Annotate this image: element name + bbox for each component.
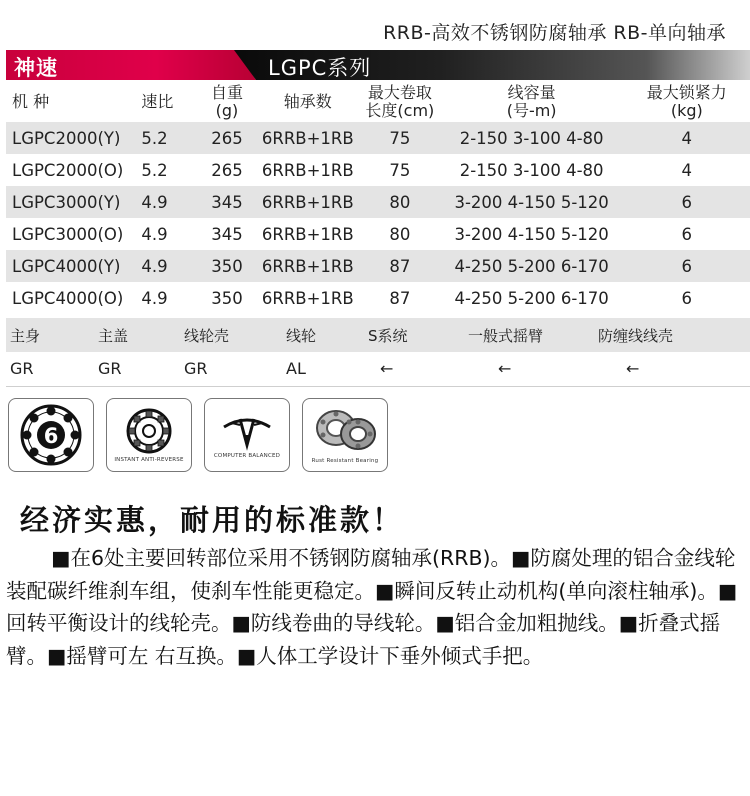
spec-header-row: [6, 82, 750, 122]
material-value-cover: GR: [98, 358, 122, 378]
spec-row: [6, 250, 750, 282]
cell-model: LGPC2000(Y): [6, 122, 141, 154]
cell-bearings: 6RRB+1RB: [261, 160, 354, 180]
cell-model: LGPC2000(O): [12, 160, 124, 180]
header-ratio: 速比: [141, 92, 174, 111]
material-value-anti-tangle-shell: ←: [626, 358, 640, 378]
cell-ratio: 4.9: [141, 186, 198, 218]
cell-retrieve: 75: [360, 122, 440, 154]
cell-drag: 6: [624, 186, 750, 218]
cell-weight: 350: [211, 288, 243, 308]
cell-weight: 265: [198, 122, 255, 154]
cell-model: LGPC4000(Y): [6, 250, 141, 282]
cell-retrieve: 87: [389, 288, 411, 308]
cell-drag: 6: [624, 250, 750, 282]
headline: 经济实惠，耐用的标准款！: [20, 503, 405, 537]
material-value-s-system: ←: [380, 358, 394, 378]
cell-retrieve: 75: [389, 160, 411, 180]
material-value-spool-shell: GR: [184, 358, 208, 378]
material-header-spool: 线轮: [286, 326, 317, 345]
material-value-spool: AL: [286, 358, 306, 378]
cell-capacity: 3-200 4-150 5-120: [454, 224, 609, 244]
cell-ratio: 5.2: [141, 160, 168, 180]
header-retrieve: 最大卷取 长度(cm): [365, 83, 435, 120]
material-header-anti-tangle-shell: 防缠线线壳: [598, 326, 674, 345]
header-weight: 自重 (g): [210, 83, 243, 120]
materials-value-row: [6, 352, 750, 384]
cell-model: LGPC3000(Y): [6, 186, 141, 218]
bearing-legend: RRB-高效不锈钢防腐轴承 RB-单向轴承: [383, 22, 726, 44]
cell-drag: 4: [681, 160, 693, 180]
cell-retrieve: 80: [360, 186, 440, 218]
cell-capacity: 2-150 3-100 4-80: [440, 122, 624, 154]
material-header-body: 主身: [10, 326, 41, 345]
cell-retrieve: 87: [360, 250, 440, 282]
anti-reverse-icon: [125, 407, 173, 455]
rust-resistant-bearing-icon: [310, 406, 380, 456]
header-model: 机 种: [12, 92, 50, 111]
materials-divider: [6, 386, 750, 387]
cell-ratio: 4.9: [141, 288, 168, 308]
cell-bearings: 6RRB+1RB: [261, 288, 354, 308]
material-header-s-system: S系统: [368, 326, 408, 345]
cell-capacity: 4-250 5-200 6-170: [454, 288, 609, 308]
cell-bearings: 6RRB+1RB: [261, 224, 354, 244]
cell-capacity: 2-150 3-100 4-80: [459, 160, 604, 180]
cell-model: LGPC3000(O): [12, 224, 124, 244]
rust-resistant-caption: Rust Resistant Bearing: [311, 458, 379, 464]
spec-table: [6, 82, 750, 314]
material-header-spool-shell: 线轮壳: [184, 326, 230, 345]
cell-model: LGPC4000(O): [12, 288, 124, 308]
balanced-icon: [212, 411, 282, 451]
cell-drag: 6: [681, 224, 693, 244]
cell-weight: 265: [211, 160, 243, 180]
feature-description: [6, 542, 746, 672]
spec-row: [6, 218, 750, 250]
series-banner: [6, 50, 750, 80]
brand-label: 神速: [14, 56, 58, 80]
cell-bearings: 6RRB+1RB: [256, 186, 361, 218]
feature-badges: [8, 398, 388, 472]
cell-weight: 345: [198, 186, 255, 218]
cell-capacity: 4-250 5-200 6-170: [440, 250, 624, 282]
balanced-caption: COMPUTER BALANCED: [213, 453, 281, 459]
spec-row: [6, 282, 750, 314]
balanced-badge: [204, 398, 290, 472]
feature-description-text: ■在6处主要回转部位采用不锈钢防腐轴承(RRB)。■防腐处理的铝合金线轮装配碳纤维刹车组，使刹车性能更稳定。■瞬间反转止动机构(单向滚柱轴承)。■回转平衡设计的线轮壳。■防线卷曲的导线轮。■铝合金加粗抛线。■折叠式摇臂。■摇臂可左 右互换。■人体工学设计下垂外倾式手把。: [6, 546, 738, 668]
cell-weight: 345: [211, 224, 243, 244]
series-title: LGPC系列: [268, 56, 372, 80]
material-header-handle-arm: 一般式摇臂: [468, 326, 544, 345]
six-bearing-badge: [8, 398, 94, 472]
spec-row: [6, 154, 750, 186]
cell-ratio: 5.2: [141, 122, 198, 154]
spec-row: [6, 122, 750, 154]
header-capacity: 线容量 (号-m): [506, 83, 557, 120]
material-value-handle-arm: ←: [498, 358, 512, 378]
cell-drag: 4: [624, 122, 750, 154]
cell-drag: 6: [681, 288, 693, 308]
header-drag: 最大锁紧力 (kg): [646, 83, 727, 120]
cell-ratio: 4.9: [141, 224, 168, 244]
material-value-body: GR: [10, 358, 34, 378]
cell-capacity: 3-200 4-150 5-120: [440, 186, 624, 218]
rust-resistant-bearing-badge: [302, 398, 388, 472]
cell-bearings: 6RRB+1RB: [256, 250, 361, 282]
materials-header-row: [6, 318, 750, 352]
material-header-cover: 主盖: [98, 326, 129, 345]
cell-bearings: 6RRB+1RB: [256, 122, 361, 154]
header-bearings: 轴承数: [283, 92, 332, 111]
materials-table: [6, 318, 750, 387]
six-bearing-number: 6: [43, 424, 59, 448]
six-bearing-icon: [19, 403, 83, 467]
cell-ratio: 4.9: [141, 250, 198, 282]
cell-retrieve: 80: [389, 224, 411, 244]
cell-weight: 350: [198, 250, 255, 282]
anti-reverse-badge: [106, 398, 192, 472]
anti-reverse-caption: INSTANT ANTI-REVERSE: [114, 457, 184, 463]
spec-row: [6, 186, 750, 218]
